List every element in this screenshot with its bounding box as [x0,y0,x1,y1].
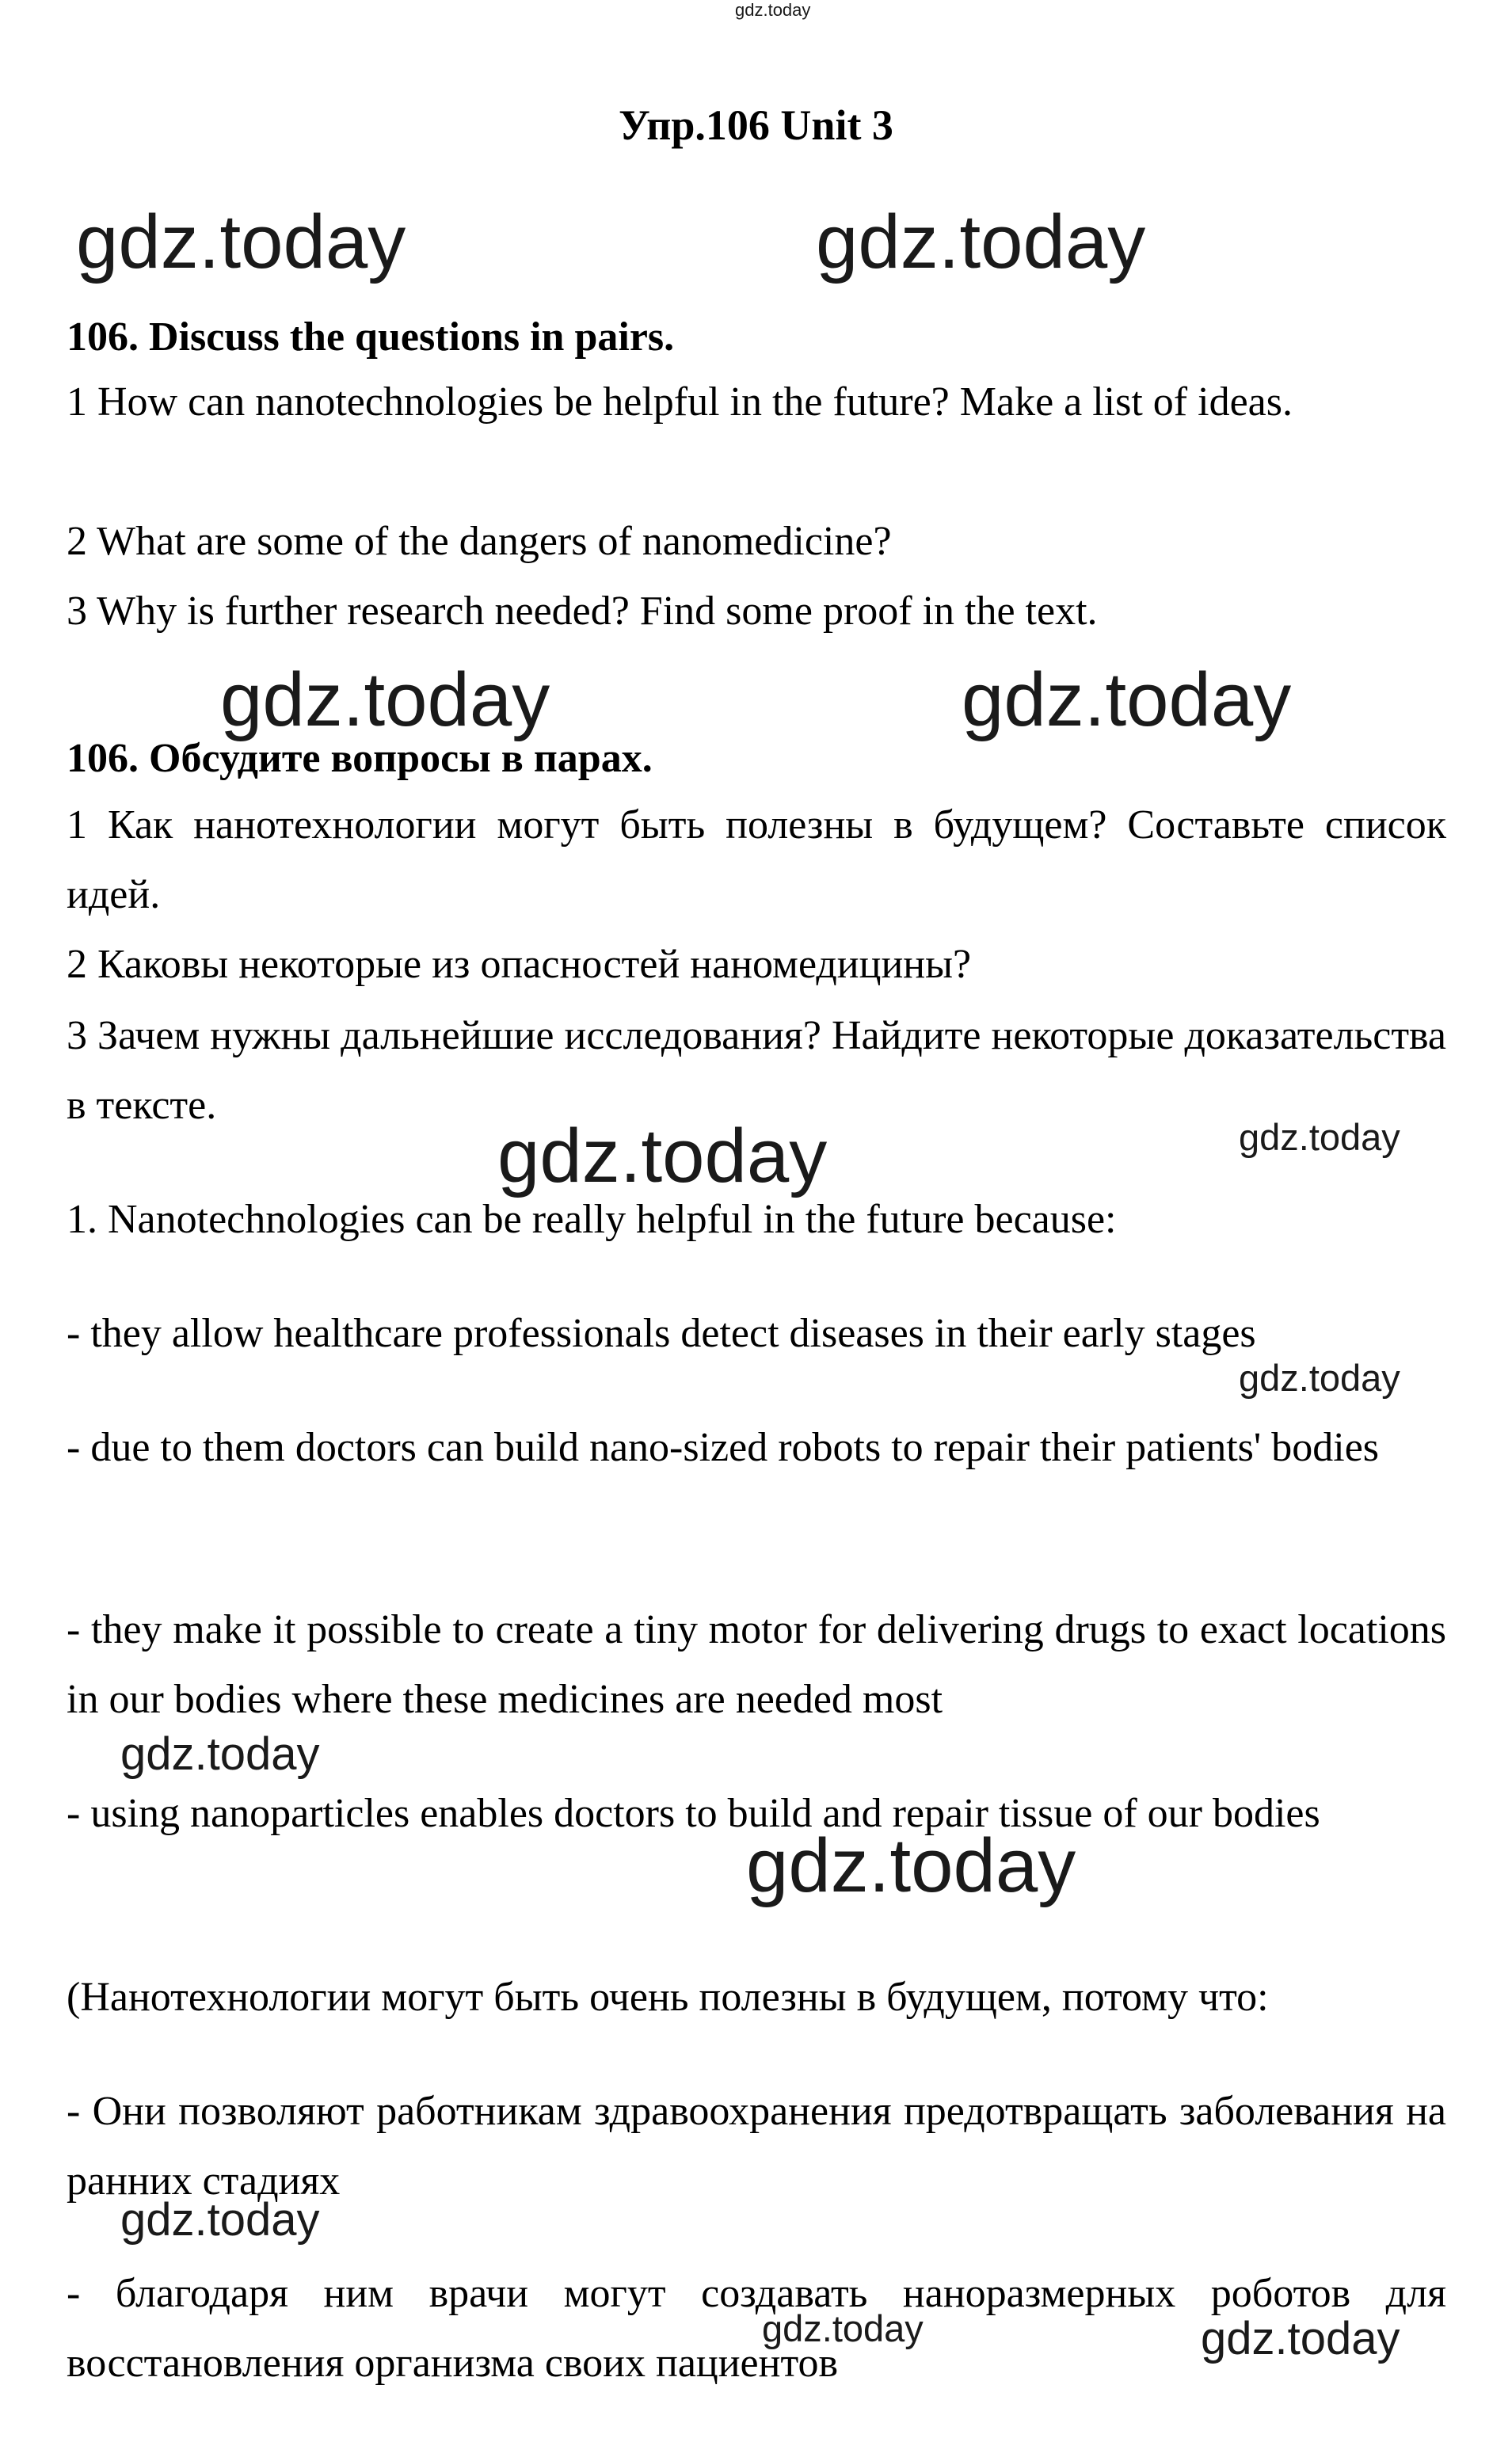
task-question-en-1: 1 How can nanotechnologies be helpful in the future? Make a list of ideas. [67,379,1293,425]
answer-item-ru-1: - Они позволяют работникам здравоохранения предотвращать заболевания на ранних стадиях [67,2089,1446,2204]
page-title: Упр.106 Unit 3 [619,101,893,149]
watermark: gdz.today [1201,2313,1400,2364]
answer-item-en-1: - they allow healthcare professionals detect diseases in their early stages [67,1311,1256,1356]
answer-item-en-4: - using nanoparticles enables doctors to build and repair tissue of our bodies [67,1791,1320,1836]
task-heading-en: 106. Discuss the questions in pairs. [67,314,675,360]
watermark: gdz.today [762,2307,924,2349]
answer-item-en-3: - they make it possible to create a tiny motor for delivering drugs to exact locations in our bodies where these medicines are needed most [67,1607,1446,1722]
watermark: gdz.today [962,657,1292,742]
watermark: gdz.today [497,1114,828,1198]
watermark: gdz.today [746,1823,1076,1908]
task-heading-ru: 106. Обсудите вопросы в парах. [67,736,653,781]
watermark: gdz.today [1239,1116,1400,1158]
answer-item-en-2: - due to them doctors can build nano-sized robots to repair their patients' bodies [67,1425,1380,1470]
watermark: gdz.today [816,200,1146,284]
watermark: gdz.today [220,657,550,742]
answer-intro-en: 1. Nanotechnologies can be really helpful in the future because: [67,1197,1117,1242]
answer-intro-ru: (Нанотехнологии могут быть очень полезны в будущем, потому что: [67,1975,1269,2020]
watermark: gdz.today [735,0,811,20]
task-question-ru-2: 2 Каковы некоторые из опасностей наномедицины? [67,942,972,987]
watermark: gdz.today [76,200,406,284]
watermark: gdz.today [1239,1357,1400,1399]
watermark: gdz.today [120,1728,320,1780]
task-question-ru-1: 1 Как нанотехнологии могут быть полезны в будущем? Составьте список идей. [67,802,1446,917]
watermark: gdz.today [120,2194,320,2246]
answer-item-ru-2: - благодаря ним врачи могут создавать наноразмерных роботов для восстановления организма своих пациентов [67,2271,1446,2386]
task-question-ru-3: 3 Зачем нужны дальнейшие исследования? Найдите некоторые доказательства в тексте. [67,1013,1446,1128]
task-question-en-2: 2 What are some of the dangers of nanomedicine? [67,519,892,564]
task-question-en-3: 3 Why is further research needed? Find some proof in the text. [67,589,1098,634]
